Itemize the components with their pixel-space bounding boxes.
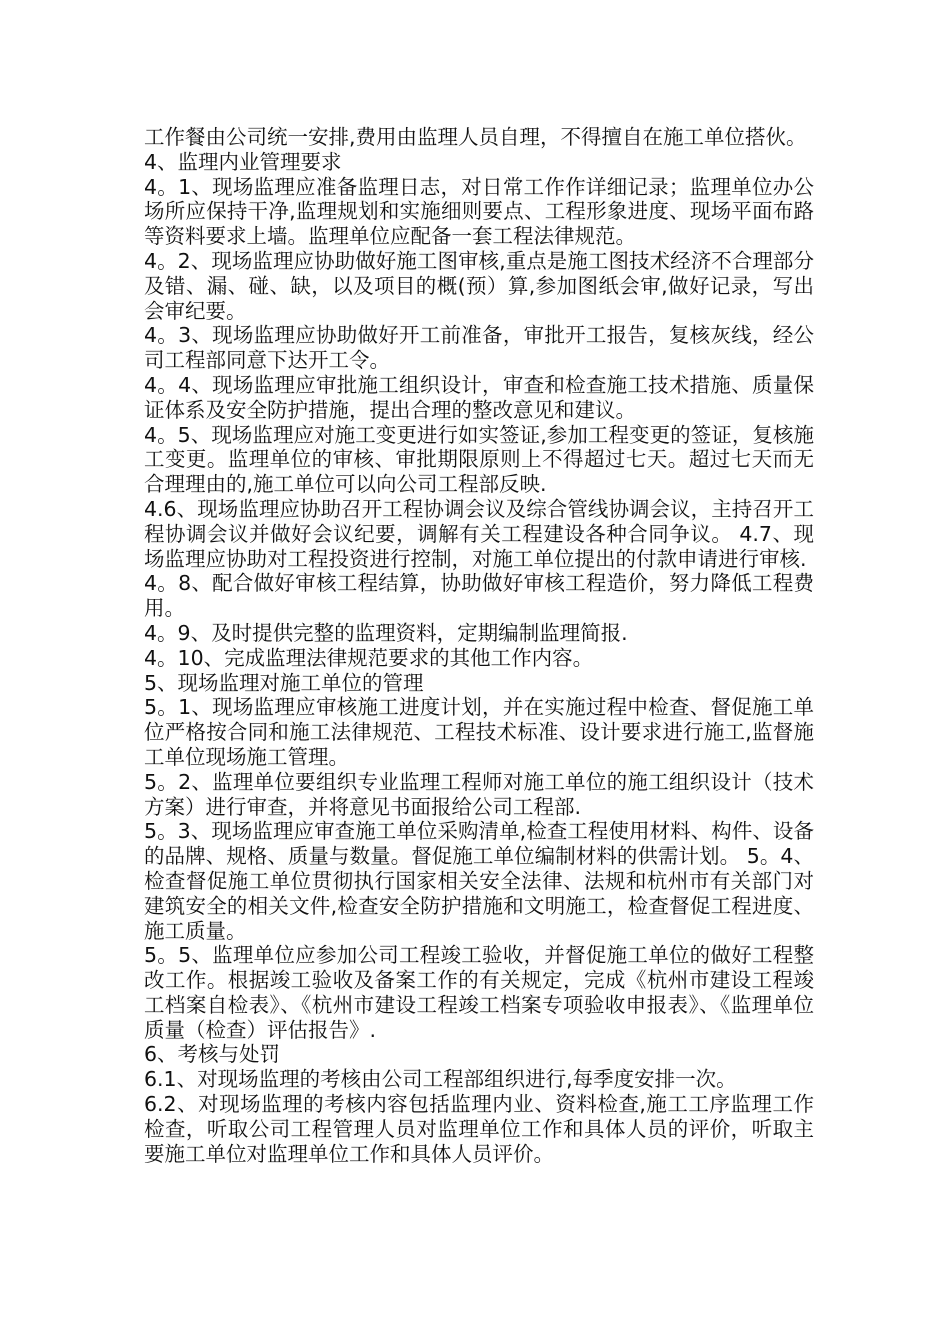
paragraph-6-2: 6.2、对现场监理的考核内容包括监理内业、资料检查,施工工序监理工作检查，听取公司工程管理人员对监理单位工作和具体人员的评价，听取主要施工单位对监理单位工作和具体人员评价。 bbox=[144, 1092, 814, 1166]
paragraph-meals: 工作餐由公司统一安排,费用由监理人员自理，不得擅自在施工单位搭伙。 bbox=[144, 125, 807, 149]
paragraph-4-4: 4。4、现场监理应审批施工组织设计，审查和检查施工技术措施、质量保证体系及安全防护措施，提出合理的整改意见和建议。 bbox=[144, 372, 814, 422]
paragraph-4-2: 4。2、现场监理应协助做好施工图审核,重点是施工图技术经济不合理部分及错、漏、碰、缺，以及项目的概(预）算,参加图纸会审,做好记录，写出会审纪要。 bbox=[144, 248, 814, 323]
paragraph-5-3-5-4: 5。3、现场监理应审查施工单位采购清单,检查工程使用材料、构件、设备的品牌、规格、质量与数量。督促施工单位编制材料的供需计划。 5。4、检查督促施工单位贯彻执行国家相关安全法律、法规和杭州市有关部门对建筑安全的相关文件,检查安全防护措施和文明施工，检查督促工程进度、施工质量。 bbox=[144, 819, 814, 943]
paragraph-5-2: 5。2、监理单位要组织专业监理工程师对施工单位的施工组织设计（技术方案）进行审查，并将意见书面报给公司工程部. bbox=[144, 769, 814, 819]
paragraph-4-5: 4。5、现场监理应对施工变更进行如实签证,参加工程变更的签证，复核施工变更。监理单位的审核、审批期限原则上不得超过七天。超过七天而无合理理由的,施工单位可以向公司工程部反映. bbox=[144, 422, 814, 497]
paragraph-4-8: 4。8、配合做好审核工程结算，协助做好审核工程造价，努力降低工程费用。 bbox=[144, 571, 814, 621]
paragraph-4-3: 4。3、现场监理应协助做好开工前准备，审批开工报告，复核灰线，经公司工程部同意下达开工令。 bbox=[144, 323, 814, 373]
paragraph-4-6-4-7: 4.6、现场监理应协助召开工程协调会议及综合管线协调会议，主持召开工程协调会议并做好会议纪要，调解有关工程建设各种合同争议。 4.7、现场监理应协助对工程投资进行控制，对施工单位提出的付款申请进行审核. bbox=[144, 496, 814, 571]
paragraph-4-10: 4。10、完成监理法律规范要求的其他工作内容。 bbox=[144, 645, 594, 670]
document-body bbox=[144, 125, 814, 1166]
section-heading-6: 6、考核与处罚 bbox=[144, 1042, 281, 1067]
paragraph-4-1: 4。1、现场监理应准备监理日志，对日常工作作详细记录；监理单位办公场所应保持干净,监理规划和实施细则要点、工程形象进度、现场平面布路等资料要求上墙。监理单位应配备一套工程法律规范。 bbox=[144, 174, 814, 249]
paragraph-4-9: 4。9、及时提供完整的监理资料，定期编制监理简报. bbox=[144, 620, 628, 645]
paragraph-5-5: 5。5、监理单位应参加公司工程竣工验收，并督促施工单位的做好工程整改工作。根据竣工验收及备案工作的有关规定，完成《杭州市建设工程竣工档案自检表》、《杭州市建设工程竣工档案专项验收申报表》、《监理单位质量（检查）评估报告》. bbox=[144, 943, 814, 1042]
paragraph-5-1: 5。1、现场监理应审核施工进度计划，并在实施过程中检查、督促施工单位严格按合同和施工法律规范、工程技术标准、设计要求进行施工,监督施工单位现场施工管理。 bbox=[144, 695, 814, 769]
section-heading-5: 5、现场监理对施工单位的管理 bbox=[144, 670, 424, 695]
paragraph-6-1: 6.1、对现场监理的考核由公司工程部组织进行,每季度安排一次。 bbox=[144, 1067, 737, 1092]
section-heading-4: 4、监理内业管理要求 bbox=[144, 149, 342, 174]
